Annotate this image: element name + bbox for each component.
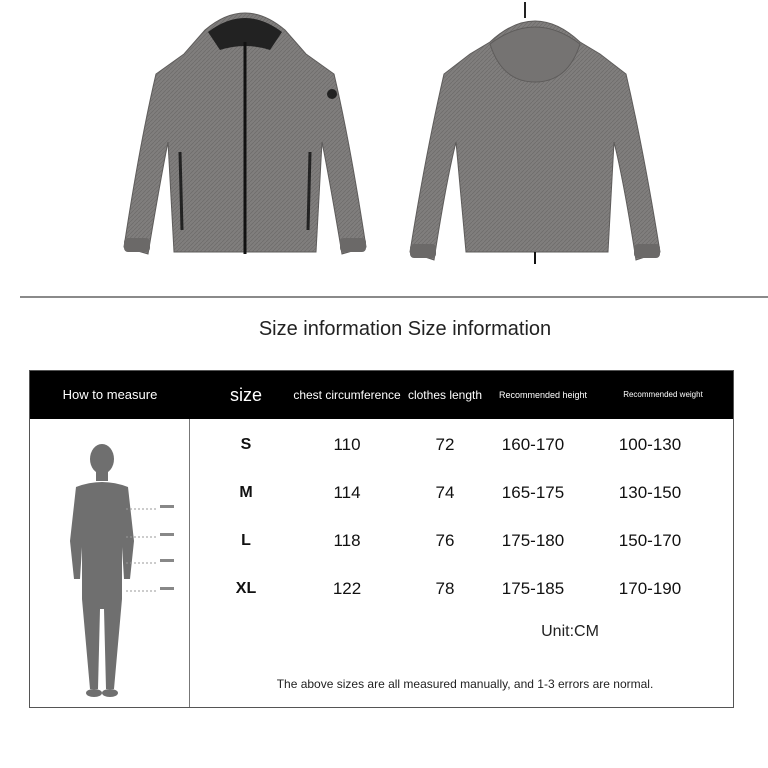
table-row — [190, 517, 734, 565]
header-how-to-measure: How to measure — [62, 387, 158, 402]
header-chest: chest circumference — [293, 388, 401, 402]
jacket-front-photo — [110, 2, 380, 272]
table-row — [190, 565, 734, 613]
cell-weight: 150-170 — [618, 531, 682, 550]
cell-height: 165-175 — [501, 483, 565, 502]
header-height: Recommended height — [498, 390, 588, 400]
cell-weight: 100-130 — [618, 435, 682, 454]
table-row — [190, 421, 734, 469]
header-size: size — [229, 385, 262, 405]
unit-label: Unit:CM — [541, 623, 599, 640]
jacket-back-photo — [400, 2, 670, 272]
cell-length: 78 — [435, 579, 455, 598]
cell-size: L — [241, 532, 251, 549]
header-weight: Recommended weight — [623, 390, 703, 399]
human-silhouette-icon — [30, 419, 190, 707]
cell-height: 160-170 — [501, 435, 565, 454]
product-photos — [0, 0, 768, 296]
measure-figure-cell — [30, 419, 190, 707]
header-length: clothes length — [407, 388, 483, 402]
cell-chest: 122 — [332, 579, 362, 598]
page-title: Size information Size information — [258, 318, 552, 340]
cell-weight: 170-190 — [618, 579, 682, 598]
table-header — [30, 371, 733, 419]
size-table — [29, 370, 734, 708]
cell-size: XL — [235, 580, 257, 597]
table-row — [190, 469, 734, 517]
cell-length: 74 — [435, 483, 455, 502]
cell-size: M — [239, 484, 253, 501]
cell-height: 175-185 — [501, 579, 565, 598]
divider-line — [20, 296, 768, 298]
cell-chest: 118 — [333, 531, 361, 550]
cell-weight: 130-150 — [618, 483, 682, 502]
cell-size: S — [240, 436, 252, 453]
cell-length: 72 — [435, 435, 455, 454]
cell-height: 175-180 — [501, 531, 565, 550]
cell-chest: 114 — [333, 483, 361, 502]
measurement-note: The above sizes are all measured manually, and 1-3 errors are normal. — [276, 677, 654, 691]
cell-chest: 110 — [333, 435, 361, 454]
cell-length: 76 — [435, 531, 455, 550]
